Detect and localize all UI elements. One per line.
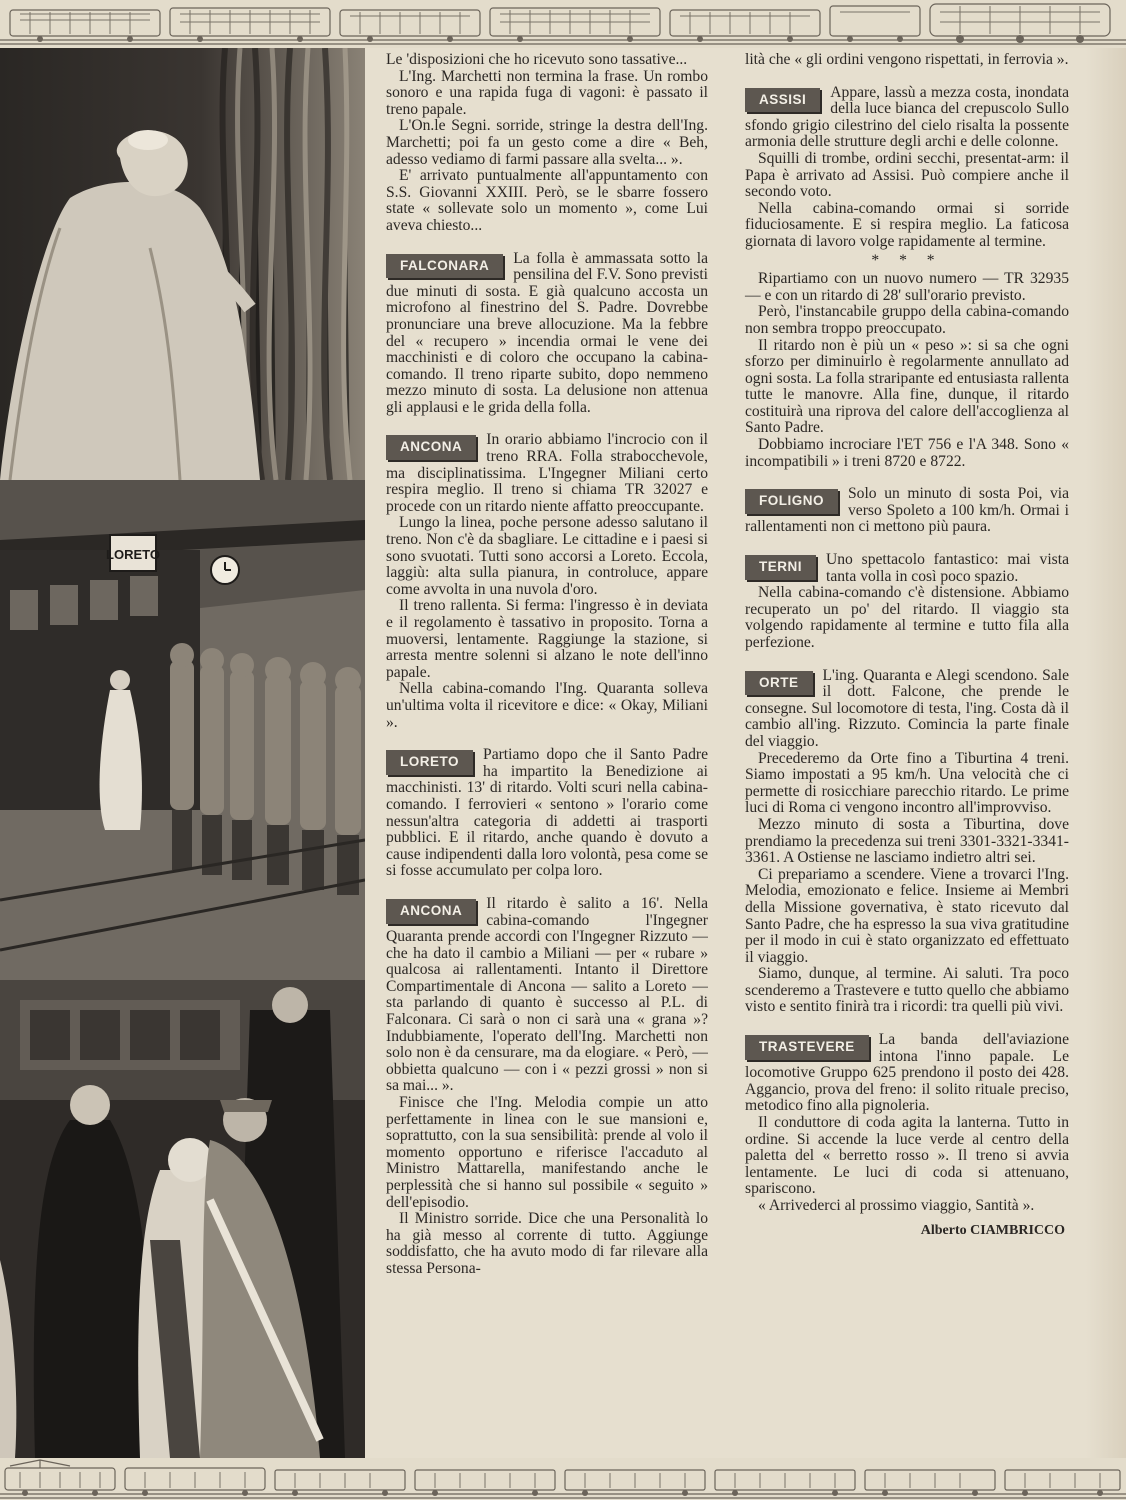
section-tag: FALCONARA bbox=[386, 254, 503, 279]
section-tag: TERNI bbox=[745, 555, 816, 580]
intro-paragraph: E' arrivato puntualmente all'appuntamento con S.S. Giovanni XXIII. Però, se le sbarre fossero state « sollevate solo un momento », come Lui aveva chiesto... bbox=[386, 167, 708, 234]
intro-paragraph: L'Ing. Marchetti non termina la frase. Un rombo sonoro e una rapida fuga di vagoni: è passato il treno papale. bbox=[386, 67, 708, 118]
section-paragraph: Ci prepariamo a scendere. Viene a trovarci l'Ing. Melodia, emozionato e felice. Insieme ai Membri della Missione governativa, è stato ricevuto dal Santo Padre, che ha espresso la sua viva gratitudine per il modo in cui è stato organizzato ed effettuato il viaggio. bbox=[745, 865, 1069, 966]
section-paragraph: Nella cabina-comando c'è distensione. Abbiamo recuperato un po' del ritardo. Il viaggio sta volgendo rapidamente al termine e tutto fila alla perfezione. bbox=[745, 584, 1069, 651]
section-assisi bbox=[745, 85, 1069, 471]
section-paragraph: Uno spettacolo fantastico: mai vista tanta volla in così poco spazio. bbox=[826, 552, 1069, 585]
section-falconara bbox=[386, 251, 708, 417]
section-ancona-1 bbox=[386, 432, 708, 731]
text-column-right bbox=[745, 52, 1069, 1239]
section-paragraph: Il ritardo è salito a 16'. Nella cabina-comando l'Ingegner Quaranta prende accordi con l'Ingegner Rizzuto — che ha dato il cambio a Miliani — per « rubare » qualcosa ai rallentamenti. Intanto il Direttore Compartimentale di Ancona — salito a Loreto — sta parlando di quanto è successo al P.L. di Falconara. Ci sarà o non ci sarà una « grana »? Indubbiamente, l'operato dell'Ing. Marchetti non solo non è da censurare, ma da elogiare. « Però, — obbietta qualcuno — con i « pezzi grossi » non si sa mai... ». bbox=[386, 895, 708, 1095]
section-paragraph: Dobbiamo incrociare l'ET 756 e l'A 348. Sono « incompatibili » i treni 8720 e 8722. bbox=[745, 436, 1069, 470]
section-tag: LORETO bbox=[386, 750, 473, 775]
section-paragraph: Appare, lassù a mezza costa, inondata della luce bianca del crepuscolo Sullo sfondo grigio cilestrino del cielo risalta la possente armonia delle strutture degli archi e delle colonne. bbox=[745, 84, 1069, 151]
section-paragraph: Ripartiamo con un nuovo numero — TR 32935 — e con un ritardo di 28' sull'orario previsto. bbox=[745, 270, 1069, 304]
page-edge-shadow bbox=[1086, 48, 1126, 1458]
section-terni bbox=[745, 552, 1069, 652]
section-paragraph: Squilli di trombe, ordini secchi, presentat-arm: il Papa è arrivato ad Assisi. Può compiere anche il secondo voto. bbox=[745, 149, 1069, 201]
section-orte bbox=[745, 668, 1069, 1016]
section-paragraph: Nella cabina-comando ormai si sorride fiduciosamente. E si respira meglio. La faticosa giornata di lavoro volge rapidamente al termine. bbox=[745, 199, 1069, 250]
section-paragraph: Lungo la linea, poche persone adesso salutano il treno. Non c'è da sbagliare. Le cittadine e i paesi si sono svuotati. Tutti sono accorsi a Loreto. Eccola, laggiù: alta sulla pianura, in controluce, appare come avvolta in una nuvola d'oro. bbox=[386, 514, 708, 598]
photo-pope-greeting bbox=[0, 980, 365, 1458]
section-paragraph: « Arrivederci al prossimo viaggio, Santità ». bbox=[758, 1197, 1035, 1214]
photo-loreto-station bbox=[0, 480, 365, 980]
intro-paragraph: L'On.le Segni. sorride, stringe la destra dell'Ing. Marchetti; poi fa un gesto come a dire « Beh, adesso vediamo di farmi passare alla svelta... ». bbox=[386, 117, 708, 168]
section-tag: ANCONA bbox=[386, 435, 476, 460]
station-sign: LORETO bbox=[106, 547, 160, 562]
section-paragraph: Finisce che l'Ing. Melodia compie un atto perfettamente in linea con le sue mansioni e, soprattutto, con la sua sensibilità: prende al volo il momento opportuno e riferisce l'accaduto al Ministro Mattarella, manifestando anche le perplessità che si hanno sul possibile « seguito » dell'episodio. bbox=[386, 1094, 708, 1211]
text-column-left bbox=[386, 52, 708, 1278]
author-signature: Alberto CIAMBRICCO bbox=[920, 1222, 1065, 1238]
section-paragraph: Precederemo da Orte fino a Tiburtina 4 treni. Siamo impostati a 95 km/h. Una velocità che ci permette di rosicchiare parecchio ritardo. Le prime luci di Roma ci vengono incontro all'improvviso. bbox=[745, 749, 1069, 817]
section-paragraph: Però, l'instancabile gruppo della cabina-comando non sembra troppo preoccupato. bbox=[745, 303, 1069, 337]
section-trastevere bbox=[745, 1032, 1069, 1215]
intro-paragraph: Le 'disposizioni che ho ricevuto sono tassative... bbox=[386, 51, 688, 68]
photo-pope-at-curtain bbox=[0, 48, 365, 480]
section-paragraph: Nella cabina-comando l'Ing. Quaranta solleva un'ultima volta il ricevitore e dice: « Okay, Miliani ». bbox=[386, 680, 708, 731]
section-paragraph: La banda dell'aviazione intona l'inno papale. Le locomotive Gruppo 625 prendono il posto dei 428. Aggancio, prova del freno: il solito rituale preciso, metodico fino alla pignoleria. bbox=[745, 1032, 1069, 1115]
section-paragraph: In orario abbiamo l'incrocio con il treno RRA. Folla strabocchevole, ma disciplinatissima. L'Ingegner Miliani certo respira meglio. Il treno si chiama TR 32027 e procede con un ritardo niente affatto preoccupante. bbox=[386, 432, 708, 515]
section-paragraph: Partiamo dopo che il Santo Padre ha impartito la Benedizione ai macchinisti. 13' di ritardo. Volti scuri nella cabina-comando. I ferrovieri « sentono » l'orario come nessun'altra categoria di addetti ai trasporti pubblici. E il ritardo, anche quando è dovuto a cause indipendenti dalla loro volontà, pesa come se si fosse accumulato per colpa loro. bbox=[386, 747, 708, 880]
section-loreto bbox=[386, 747, 708, 880]
section-foligno bbox=[745, 486, 1069, 536]
section-paragraph: La folla è ammassata sotto la pensilina del F.V. Sono previsti due minuti di sosta. E già qualcuno accosta un microfono al finestrino del S. Padre. Dovrebbe pronunciare una breve allocuzione. Ma la febbre del « recupero » incendia ormai le vene dei macchinisti e di coloro che occupano la cabina-comando. Il treno riparte subito, dopo nemmeno mezzo minuto di sosta. La delusione non attenua gli applausi e le grida della folla. bbox=[386, 250, 708, 416]
train-border-top bbox=[0, 0, 1126, 48]
train-border-bottom bbox=[0, 1458, 1126, 1500]
section-tag: ASSISI bbox=[745, 88, 820, 113]
section-ancona-2 bbox=[386, 896, 708, 1278]
section-paragraph: L'ing. Quaranta e Alegi scendono. Sale il dott. Falcone, che prende le consegne. Sul locomotore di testa, l'ing. Costa dà il cambio all'ing. Rizzuto. Comincia la parte finale del viaggio. bbox=[745, 667, 1069, 750]
section-tag: FOLIGNO bbox=[745, 489, 838, 514]
section-paragraph: Il treno rallenta. Si ferma: l'ingresso è in deviata e il regolamento è tassativo in proposito. Torna a muoversi, lentamente. Raggiunge la stazione, si arresta mentre solenni si alzano le note dell'inno papale. bbox=[386, 597, 708, 681]
section-tag: ORTE bbox=[745, 671, 813, 696]
section-paragraph: Siamo, dunque, al termine. Ai saluti. Tra poco scenderemo a Trastevere e tutto quello che abbiamo visto e sentito finirà tra i ricordi: tra quelli più vivi. bbox=[745, 965, 1069, 1016]
section-paragraph: Il Ministro sorride. Dice che una Personalità lo ha già messo al corrente di tutto. Aggiunge soddisfatto, che ha avuto modo di far rilevare alla stessa Persona- bbox=[386, 1210, 708, 1277]
section-paragraph: Il conduttore di coda agita la lanterna. Tutto in ordine. Si accende la luce verde al centro della paletta del « berretto rosso ». Il treno si avvia lentamente. Le luci di coda si attenuano, spariscono. bbox=[745, 1114, 1069, 1198]
continuation-paragraph: lità che « gli ordini vengono rispettati, in ferrovia ». bbox=[745, 51, 1069, 68]
section-tag: ANCONA bbox=[386, 899, 476, 924]
section-tag: TRASTEVERE bbox=[745, 1035, 869, 1060]
section-paragraph: Solo un minuto di sosta Poi, via verso Spoleto a 100 km/h. Ormai i rallentamenti non ci mettono più paura. bbox=[745, 486, 1069, 536]
section-paragraph: Mezzo minuto di sosta a Tiburtina, dove prendiamo la precedenza sui treni 3301-3321-3341-3361. A Ostiense ne lasciamo indietro altri sei. bbox=[745, 815, 1069, 867]
section-divider-stars: * * * bbox=[871, 251, 943, 269]
section-paragraph: Il ritardo non è più un « peso »: si sa che ogni sforzo per diminuirlo è regolarmente annullato ad ogni sosta. La folla straripante ed entusiasta rallenta tutte le manovre. Alla fine, dunque, il ritardo costituirà una riprova del calore dell'accoglienza al Santo Padre. bbox=[745, 336, 1069, 437]
